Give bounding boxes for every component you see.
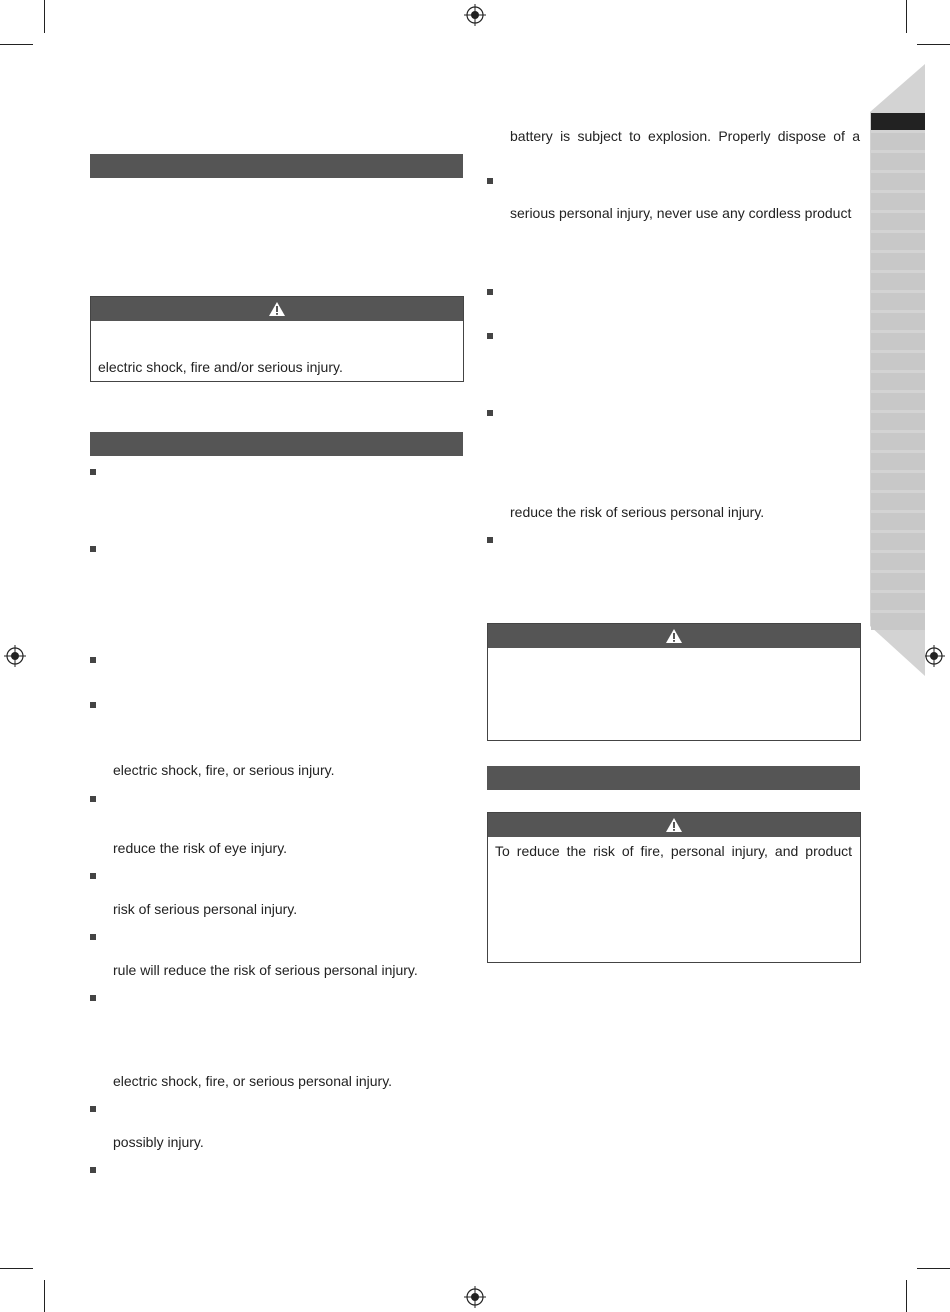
language-tab [871,333,925,350]
bullet-icon [90,796,96,802]
warning-text: electric shock, fire and/or serious injury. [98,359,343,375]
bullet-icon [90,934,96,940]
warning-text: To reduce the risk of fire, personal injury, and product [495,843,852,859]
language-tab [871,173,925,190]
language-tab [871,133,925,150]
bullet-icon [90,702,96,708]
warning-triangle-icon [268,301,286,317]
language-tab [871,153,925,170]
list-item-text: electric shock, fire, or serious injury. [113,762,335,778]
language-tab [871,573,925,590]
warning-header [488,813,860,837]
list-item-text: serious personal injury, never use any cordless product [510,205,852,221]
registration-mark-icon [4,645,26,667]
warning-box [487,623,861,741]
list-item-text: electric shock, fire, or serious personal injury. [113,1073,393,1089]
language-tab [871,273,925,290]
bullet-icon [487,333,493,339]
language-tab [871,493,925,510]
section-header-bar [487,766,860,790]
language-tab [871,553,925,570]
crop-mark [44,0,45,33]
bullet-icon [90,546,96,552]
crop-mark [0,1268,33,1269]
language-tab [871,293,925,310]
bullet-icon [90,995,96,1001]
list-item-text: reduce the risk of eye injury. [113,840,288,856]
language-tab [871,313,925,330]
language-tab [871,393,925,410]
bullet-icon [90,657,96,663]
language-tab [871,353,925,370]
bullet-icon [487,289,493,295]
language-tabs [871,113,925,633]
bullet-icon [487,537,493,543]
crop-mark [906,0,907,33]
crop-mark [0,44,33,45]
list-item-text: reduce the risk of serious personal injury. [510,504,765,520]
language-tab [871,193,925,210]
language-tab [871,533,925,550]
warning-triangle-icon [665,628,683,644]
bullet-icon [90,873,96,879]
crop-mark [44,1280,45,1312]
language-tab [871,253,925,270]
language-tab [871,373,925,390]
language-tab [871,613,925,630]
list-item-text: risk of serious personal injury. [113,901,298,917]
registration-mark-icon [464,4,486,26]
language-tab [871,473,925,490]
language-tab [871,233,925,250]
list-item-text: rule will reduce the risk of serious personal injury. [113,962,418,978]
language-tab [871,433,925,450]
warning-box [487,812,861,963]
language-tab [871,413,925,430]
registration-mark-icon [464,1286,486,1308]
crop-mark [906,1280,907,1312]
section-header-bar [90,432,463,456]
language-tab-active [871,113,925,130]
crop-mark [917,44,950,45]
language-tab [871,453,925,470]
warning-triangle-icon [665,817,683,833]
bullet-icon [487,178,493,184]
bullet-icon [90,1167,96,1173]
bullet-icon [487,410,493,416]
language-tab [871,593,925,610]
list-item-text: possibly injury. [113,1134,204,1150]
crop-mark [917,1268,950,1269]
bullet-icon [90,1106,96,1112]
language-tab [871,213,925,230]
warning-header [91,297,463,321]
registration-mark-icon [923,645,945,667]
bullet-icon [90,469,96,475]
section-header-bar [90,154,463,178]
language-tab [871,513,925,530]
warning-header [488,624,860,648]
paragraph-line: battery is subject to explosion. Properly dispose of a [510,128,860,144]
